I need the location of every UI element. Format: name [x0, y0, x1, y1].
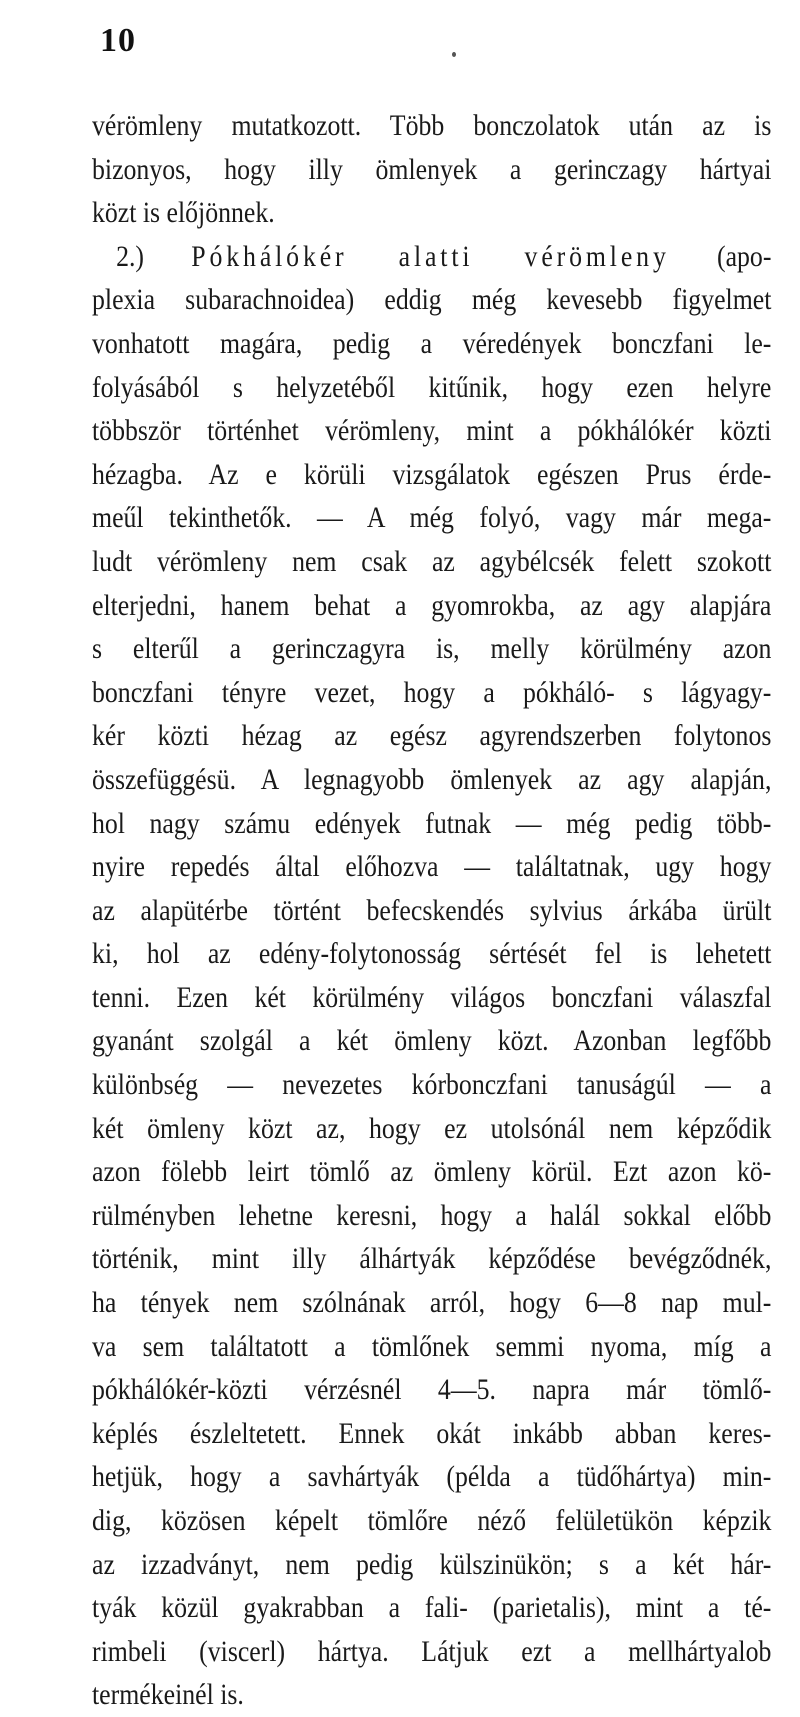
text-line: nyire repedés által előhozva — találtatnak, ugy hogy	[92, 850, 772, 884]
text-line: közt is előjönnek.	[92, 196, 275, 230]
scan-speck	[452, 52, 456, 57]
text-line: s elterűl a gerinczagyra is, melly körülmény azon	[92, 632, 772, 666]
text-line: rimbeli (viscerl) hártya. Látjuk ezt a mellhártyalob	[92, 1634, 772, 1668]
section-number: 2.)	[116, 239, 145, 273]
text-line: kér közti hézag az egész agyrendszerben folytonos	[92, 719, 772, 753]
text-line: tenni. Ezen két körülmény világos bonczfani válaszfal	[92, 980, 772, 1014]
text-line: képlés észleltetett. Ennek okát inkább abban keres-	[92, 1416, 772, 1450]
text-line: bizonyos, hogy illy ömlenyek a gerinczagy hártyai	[92, 152, 772, 186]
section-heading-tail: (apo-	[716, 239, 772, 273]
text-line: folyásából s helyzetéből kitűnik, hogy ezen helyre	[92, 370, 772, 404]
text-line: rülményben lehetne keresni, hogy a halál sokkal előbb	[92, 1198, 772, 1232]
text-line: két ömleny közt az, hogy ez utolsónál nem képződik	[92, 1111, 772, 1145]
text-line: az alapütérbe történt befecskendés sylvius árkába ürült	[92, 893, 772, 927]
text-line: ha tények nem szólnának arról, hogy 6—8 nap mul-	[92, 1286, 772, 1320]
text-line: hol nagy számu edények futnak — még pedig több-	[92, 806, 772, 840]
section-heading: Pókhálókér alatti vérömleny	[191, 239, 670, 273]
body-text	[92, 104, 772, 1717]
text-line: plexia subarachnoidea) eddig még kevesebb figyelmet	[92, 283, 772, 317]
text-line: többször történhet vérömleny, mint a pókhálókér közti	[92, 414, 772, 448]
text-line-section-heading	[92, 235, 771, 279]
text-line: va sem találtatott a tömlőnek semmi nyoma, míg a	[92, 1329, 772, 1363]
text-line: dig, közösen képelt tömlőre néző felületükön képzik	[92, 1504, 772, 1537]
text-line: elterjedni, hanem behat a gyomrokba, az agy alapjára	[92, 588, 772, 622]
text-line: termékeinél is.	[92, 1678, 244, 1712]
text-line: pókhálókér-közti vérzésnél 4—5. napra már tömlő-	[92, 1373, 772, 1407]
text-line: hetjük, hogy a savhártyák (példa a tüdőhártya) min-	[92, 1460, 772, 1494]
text-line: történik, mint illy álhártyák képződése bevégződnék,	[92, 1242, 772, 1276]
text-line: bonczfani tényre vezet, hogy a pókháló- s lágyagy-	[92, 675, 772, 709]
text-line: vérömleny mutatkozott. Több bonczolatok után az is	[92, 109, 772, 142]
text-line: vonhatott magára, pedig a véredények bonczfani le-	[92, 326, 772, 360]
text-line: az izzadványt, nem pedig külszinükön; s a két hár-	[92, 1547, 772, 1581]
text-line: meűl tekinthetők. — A még folyó, vagy már mega-	[92, 501, 772, 535]
text-line: ludt vérömleny nem csak az agybélcsék felett szokott	[92, 544, 772, 578]
page-number: 10	[100, 22, 136, 59]
text-line: gyanánt szolgál a két ömleny közt. Azonban legfőbb	[92, 1024, 772, 1058]
text-line: tyák közül gyakrabban a fali- (parietalis), mint a té-	[92, 1591, 772, 1625]
text-line: különbség — nevezetes kórbonczfani tanuságúl — a	[92, 1068, 772, 1102]
text-line: ki, hol az edény-folytonosság sértését fel is lehetett	[92, 937, 772, 971]
text-line: azon fölebb leirt tömlő az ömleny körül. Ezt azon kö-	[92, 1155, 772, 1189]
text-line: hézagba. Az e körüli vizsgálatok egészen Prus érde-	[92, 457, 772, 491]
text-line: összefüggésü. A legnagyobb ömlenyek az agy alapján,	[92, 762, 772, 796]
